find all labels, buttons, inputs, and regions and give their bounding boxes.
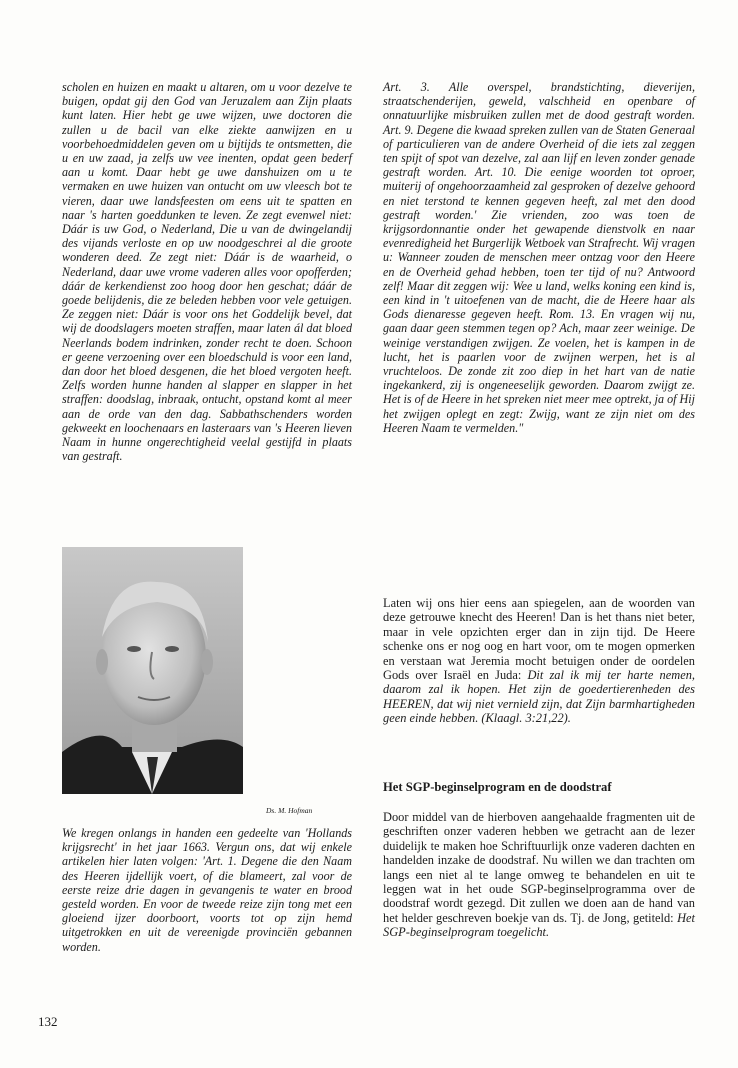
right-column-bottom-text	[383, 810, 695, 940]
left-column-top-text: scholen en huizen en maakt u altaren, om u voor dezelve te buigen, opdat gij den God van Jeruzalem aan Zijn plaats kunt laten. Hier hebt ge uwe wijzen, uwe doctoren die zullen u de bacil van elke ziekte aanwijzen en u voorbehoedmiddelen geven om u bijtijds te ontsmetten, die u en uw zaad, ja zelfs uw vee inenten, opdat geen bederf aan u komt. Daar hebt ge uwe danshuizen om u te vermaken en uwe huizen van ontucht om uw vleesch bot te vieren, daar uwe landsfeesten om eens uit te spatten en naar 's harten goeddunken te leven. Ze zegt evenwel niet: Dáár is uw God, o Nederland, Die u van de dwingelandij des vijands verloste en op uw noodgeschrei al die groote wonderen deed. Ze zegt niet: Dáár is de waarheid, o Nederland, daar uwe vrome vaderen alles voor opofferden; dáár de kerkendienst zoo hoog door hen geschat; dáár de goede belijdenis, die ze beleden hebben voor vele getuigen. Ze zeggen niet: Dáár is voor ons het Goddelijk bevel, dat wij de doodslagers moeten straffen, maar laten ál dat bloed Neerlands bodem indrinken, zonder recht te doen. Schoon er geene verzoening over een bloedschuld is voor een land, dan door het bloed desgenen, die het bloed vergoten heeft. Zelfs worden hunne handen al slapper en slapper in het straffen: doodslag, inbraak, ontucht, opstand komt al meer aan de orde van den dag. Sabbathschenders worden gekweekt en loochenaars en lasteraars van 's Heeren lieven Naam in hunne ongerechtigheid veelal gestijfd in plaats van gestraft.	[62, 80, 352, 464]
mid-roman-text: Laten wij ons hier eens aan spiegelen, aan de woorden van deze getrouwe knecht des Heeren! Dan is het thans niet beter, maar in vele opzichten erger dan in zijn tijd. De Heere schenke ons er nog oog en hart voor, om te mogen opmerken en verstaan wat Jeremia mocht betuigen onder de oordelen Gods over Israël en Juda:	[383, 596, 695, 683]
mid-italic-quote: Dit zal ik mij ter harte nemen, daarom zal ik hopen. Het zijn de goedertierenheden des HEEREN, dat wij niet vernield zijn, dat Zijn barmhartigheden geen einde hebben. (Klaagl. 3:21,22).	[383, 668, 695, 726]
portrait-illustration	[62, 547, 243, 794]
page-number: 132	[38, 1014, 58, 1029]
portrait-photo	[62, 547, 243, 794]
photo-caption: Ds. M. Hofman	[266, 806, 313, 815]
right-column-top-text: Art. 3. Alle overspel, brandstichting, dieverijen, straatschenderijen, geweld, valschheid en openbare of onnatuurlijke misbruiken zullen met de dood gestraft worden. Art. 9. Degene die kwaad spreken zullen van de Staten Generaal of particulieren van de andere Overheid of die iets zal zeggen ten spijt of spot van dezelve, zal aan lijf en leven zonder genade gestraft worden. Art. 10. Die eenige woorden tot oproer, muiterij of ongehoorzaamheid zal gesproken of dezelve gehoord en niet terstond te kennen gegeven heeft, zal met den dood gestraft worden.' Zie vrienden, zoo was toen de krijgsordonnantie onder het gewapende dienstvolk en naar evenredigheid het Burgerlijk Wetboek van Strafrecht. Wij vragen u: Wanneer zouden de menschen meer ontzag voor den Heere en de Overheid gehad hebben, toen ter tijd of nu? Antwoord zelf! Maar dit zeggen wij: Wee u land, welks koning een kind is, een kind in 't uitoefenen van de macht, die de Heere haar als Gods dienaresse gegeven heeft. Rom. 13. En vragen wij nu, gaan daar geen stemmen tegen op? Ach, maar zeer weinige. De weinige verstandigen zwijgen. Ze voelen, het is kampen in de lucht, het is paarlen voor de zwijnen werpen, het is al vruchteloos. De zonde zit zoo diep in het hart van de natie ingekankerd, zij is ongeneeselijk geworden. Daarom zwijgt ze. Het is of de Heere in het spreken niet meer mee optrekt, ja of Hij het zwijgen oplegt en zegt: Zwijg, want ze zijn niet om des Heeren Naam te vermelden."	[383, 80, 695, 435]
section-heading: Het SGP-beginselprogram en de doodstraf	[383, 780, 612, 794]
right-column-mid-text	[383, 596, 695, 726]
book-title: Het SGP-beginselprogram toegelicht.	[383, 910, 695, 940]
left-column-bottom-text: We kregen onlangs in handen een gedeelte van 'Hollands krijgsrecht' in het jaar 1663. Vergun ons, dat wij enkele artikelen hier laten volgen: 'Art. 1. Degene die den Naam des Heeren ijdellijk voert, of die blameert, zal voor de eerste reize drie dagen in gevangenis te water en brood gesteld worden. En voor de tweede reize zijn tong met een gloeiend ijzer doorboort, voorts tot op zijn hemd uitgetrokken en uit de vereenigde provinciën gebannen worden.	[62, 826, 352, 954]
bottom-roman-text: Door middel van de hierboven aangehaalde fragmenten uit de geschriften onzer vaderen hebben we getracht aan de lezer duidelijk te maken hoe Schriftuurlijk onze vaderen dachten en handelden inzake de doodstraf. Nu willen we dan trachten om langs een niet al te lange omweg te behandelen en uit te leggen wat in het oude SGP-beginselprogramma over de doodstraf wordt gezegd. Dit zullen we doen aan de hand van het helder geschreven boekje van ds. Tj. de Jong, getiteld:	[383, 810, 695, 925]
